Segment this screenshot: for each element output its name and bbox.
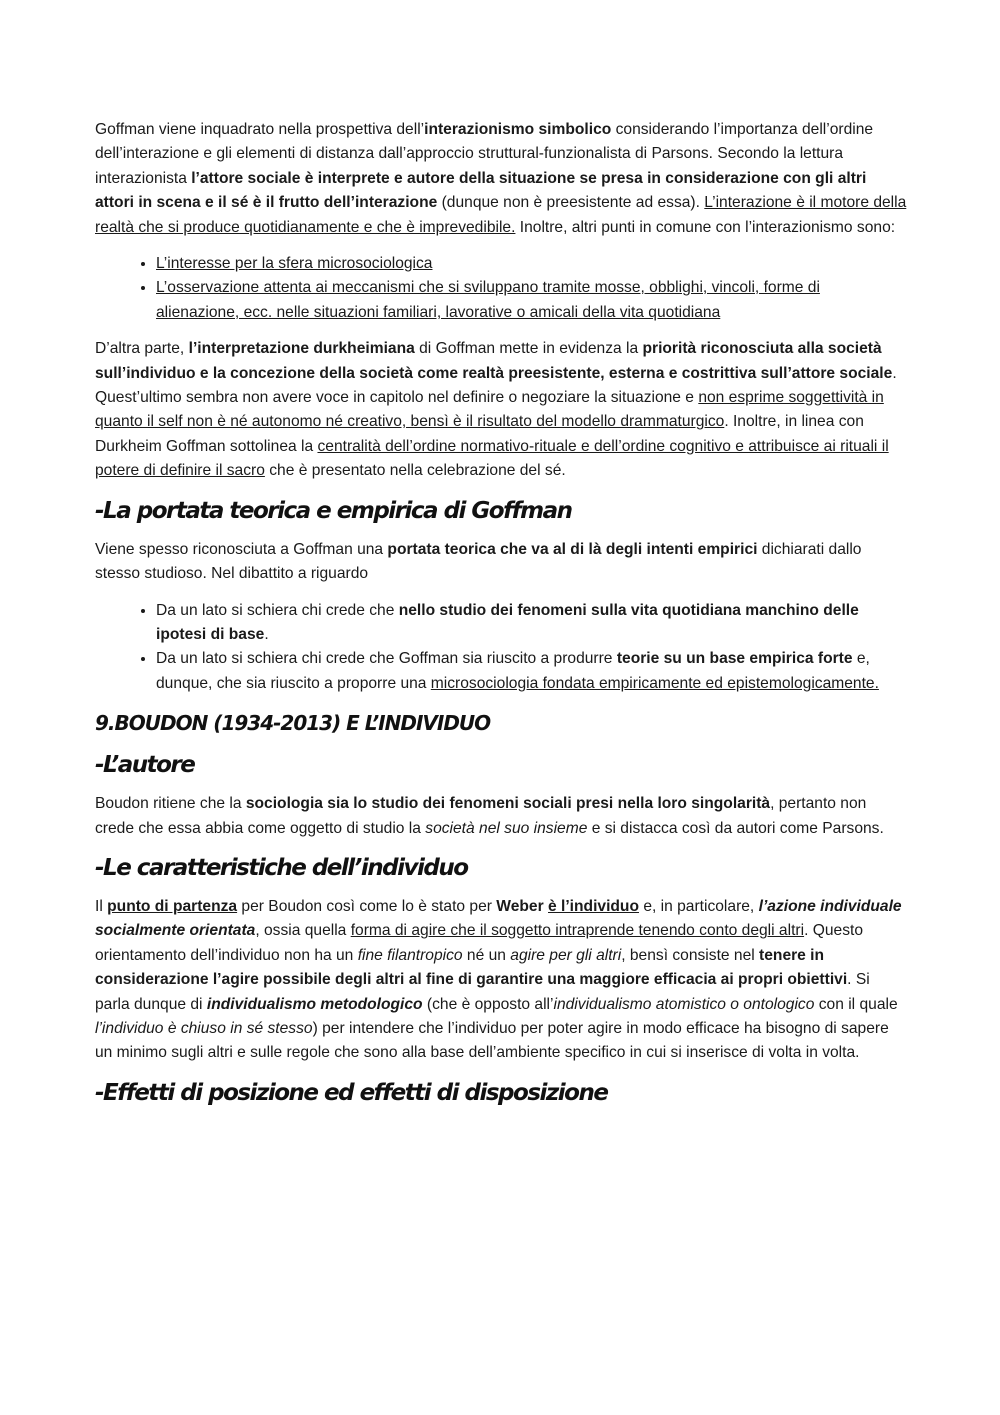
text-span: Da un lato si schiera chi crede che xyxy=(156,601,399,619)
text-span: per Boudon così come lo è stato per xyxy=(237,897,497,915)
text-span: Inoltre, altri punti in comune con l’interazionismo sono: xyxy=(515,218,896,236)
italic-text: società nel suo insieme xyxy=(425,819,588,837)
paragraph-goffman-interazionismo xyxy=(95,118,907,240)
section-heading-caratteristiche: -Le caratteristiche dell’individuo xyxy=(95,854,468,881)
bullet-list-interazionismo xyxy=(95,252,907,325)
bold-text: sociologia sia lo studio dei fenomeni sociali presi nella loro singolarità xyxy=(245,795,771,813)
paragraph-durkheimiana xyxy=(95,337,907,483)
bold-text: tenere in considerazione l’agire possibile degli altri al fine di garantire una maggiore efficacia ai propri obiettivi xyxy=(95,946,848,989)
bold-text: l’interpretazione durkheimiana xyxy=(188,340,415,358)
text-span: che è presentato nella celebrazione del sé. xyxy=(264,462,566,480)
text-span: . Questo orientamento dell’individuo non ha un xyxy=(95,922,864,964)
text-span: né un xyxy=(462,946,511,964)
bold-underlined-text: punto di partenza xyxy=(107,897,238,915)
text-span: considerando l’importanza dell’ordine dell’interazione e gli elementi di distanza dall’approccio struttural-funzionalista di Parsons. Secondo la lettura interazionista xyxy=(95,121,874,187)
underlined-text: forma di agire che il soggetto intraprende tenendo conto degli altri xyxy=(350,922,805,940)
section-heading-autore: -L’autore xyxy=(95,752,195,779)
text-span: . Quest’ultimo sembra non avere voce in capitolo nel definire o negoziare la situazione e xyxy=(95,364,897,407)
text-span: con il quale xyxy=(814,995,898,1013)
paragraph-portata xyxy=(95,538,907,587)
text-span: , bensì consiste nel xyxy=(621,946,760,964)
list-item xyxy=(156,647,907,696)
italic-text: individualismo atomistico o ontologico xyxy=(553,995,815,1013)
text-span: e, dunque, che sia riuscito a proporre una xyxy=(156,650,870,692)
italic-text: l’individuo è chiuso in sé stesso xyxy=(95,1019,313,1037)
bold-text: portata teorica che va al di là degli intenti empirici xyxy=(387,540,758,558)
text-span: . xyxy=(264,625,269,643)
list-item xyxy=(156,599,907,648)
underlined-text: L’osservazione attenta ai meccanismi che si sviluppano tramite mosse, obblighi, vincoli, forme di alienazione, ecc. nelle situazioni familiari, lavorative o amicali della vita quotidiana xyxy=(156,279,820,321)
underlined-text: centralità dell’ordine normativo-rituale e dell’ordine cognitivo e attribuisce ai rituali il potere di definire il sacro xyxy=(95,437,889,480)
text-span: ) per intendere che l’individuo per poter agire in modo efficace ha bisogno di sapere un minimo sugli altri e sulle regole che sono alla base dell’ambiente specifico in cui si inserisce di volta in volta. xyxy=(95,1019,889,1062)
text-span: Il xyxy=(95,897,108,915)
paragraph-boudon-autore xyxy=(95,792,907,841)
text-span: di Goffman mette in evidenza la xyxy=(414,340,643,358)
underlined-text: non esprime soggettività in quanto il self non è né autonomo né creativo, bensì è il risultato del modello drammaturgico xyxy=(95,389,884,431)
list-item xyxy=(156,276,907,325)
underlined-text: L’interazione è il motore della realtà che si produce quotidianamente e che è imprevedibile. xyxy=(95,194,907,236)
bullet-list-dibattito xyxy=(95,599,907,697)
text-span: D’altra parte, xyxy=(95,340,189,358)
text-span: (che è opposto all’ xyxy=(422,995,554,1013)
text-span: Da un lato si schiera chi crede che Goffman sia riuscito a produrre xyxy=(156,650,617,668)
document-page xyxy=(95,118,907,1120)
bold-underlined-text: è l’individuo xyxy=(548,897,639,915)
italic-text: agire per gli altri xyxy=(510,946,622,964)
text-span: . Si parla dunque di xyxy=(95,971,870,1013)
underlined-text: L’interesse per la sfera microsociologica xyxy=(156,255,433,273)
text-span: Goffman viene inquadrato nella prospettiva dell’ xyxy=(95,121,425,138)
underlined-text: microsociologia fondata empiricamente ed epistemologicamente. xyxy=(430,674,879,692)
text-span: dichiarati dallo stesso studioso. Nel dibattito a riguardo xyxy=(95,540,862,583)
text-span: , ossia quella xyxy=(255,922,351,940)
text-span: (dunque non è preesistente ad essa). xyxy=(437,194,705,212)
list-item xyxy=(156,252,907,276)
bold-italic-text: individualismo metodologico xyxy=(206,995,423,1013)
bold-italic-text: l’azione individuale socialmente orientata xyxy=(95,897,902,940)
bold-text: Weber xyxy=(496,897,544,915)
text-span: Viene spesso riconosciuta a Goffman una xyxy=(95,540,388,558)
section-heading-portata: -La portata teorica e empirica di Goffman xyxy=(95,497,572,524)
text-span: e, in particolare, xyxy=(638,897,759,915)
text-span: e si distacca così da autori come Parsons. xyxy=(587,819,884,837)
italic-text: fine filantropico xyxy=(357,946,463,964)
bold-text: nello studio dei fenomeni sulla vita quotidiana manchino delle ipotesi di base xyxy=(156,601,859,643)
section-heading-effetti: -Effetti di posizione ed effetti di disposizione xyxy=(95,1079,608,1106)
bold-text: teorie su un base empirica forte xyxy=(616,650,853,668)
bold-text: l’attore sociale è interprete e autore della situazione se presa in considerazione con gli altri attori in scena e il sé è il frutto dell’interazione xyxy=(95,169,867,212)
bold-text: priorità riconosciuta alla società sull’individuo e la concezione della società come realtà preesistente, esterna e costrittiva sull’attore sociale xyxy=(95,340,893,382)
text-span: . Inoltre, in linea con Durkheim Goffman sottolinea la xyxy=(95,413,864,455)
bold-text: interazionismo simbolico xyxy=(424,121,612,138)
chapter-heading-boudon: 9.BOUDON (1934-2013) E L’INDIVIDUO xyxy=(95,711,491,736)
text-span: , pertanto non crede che essa abbia come oggetto di studio la xyxy=(95,795,867,837)
text-span: Boudon ritiene che la xyxy=(95,795,246,813)
paragraph-individuo xyxy=(95,895,907,1066)
